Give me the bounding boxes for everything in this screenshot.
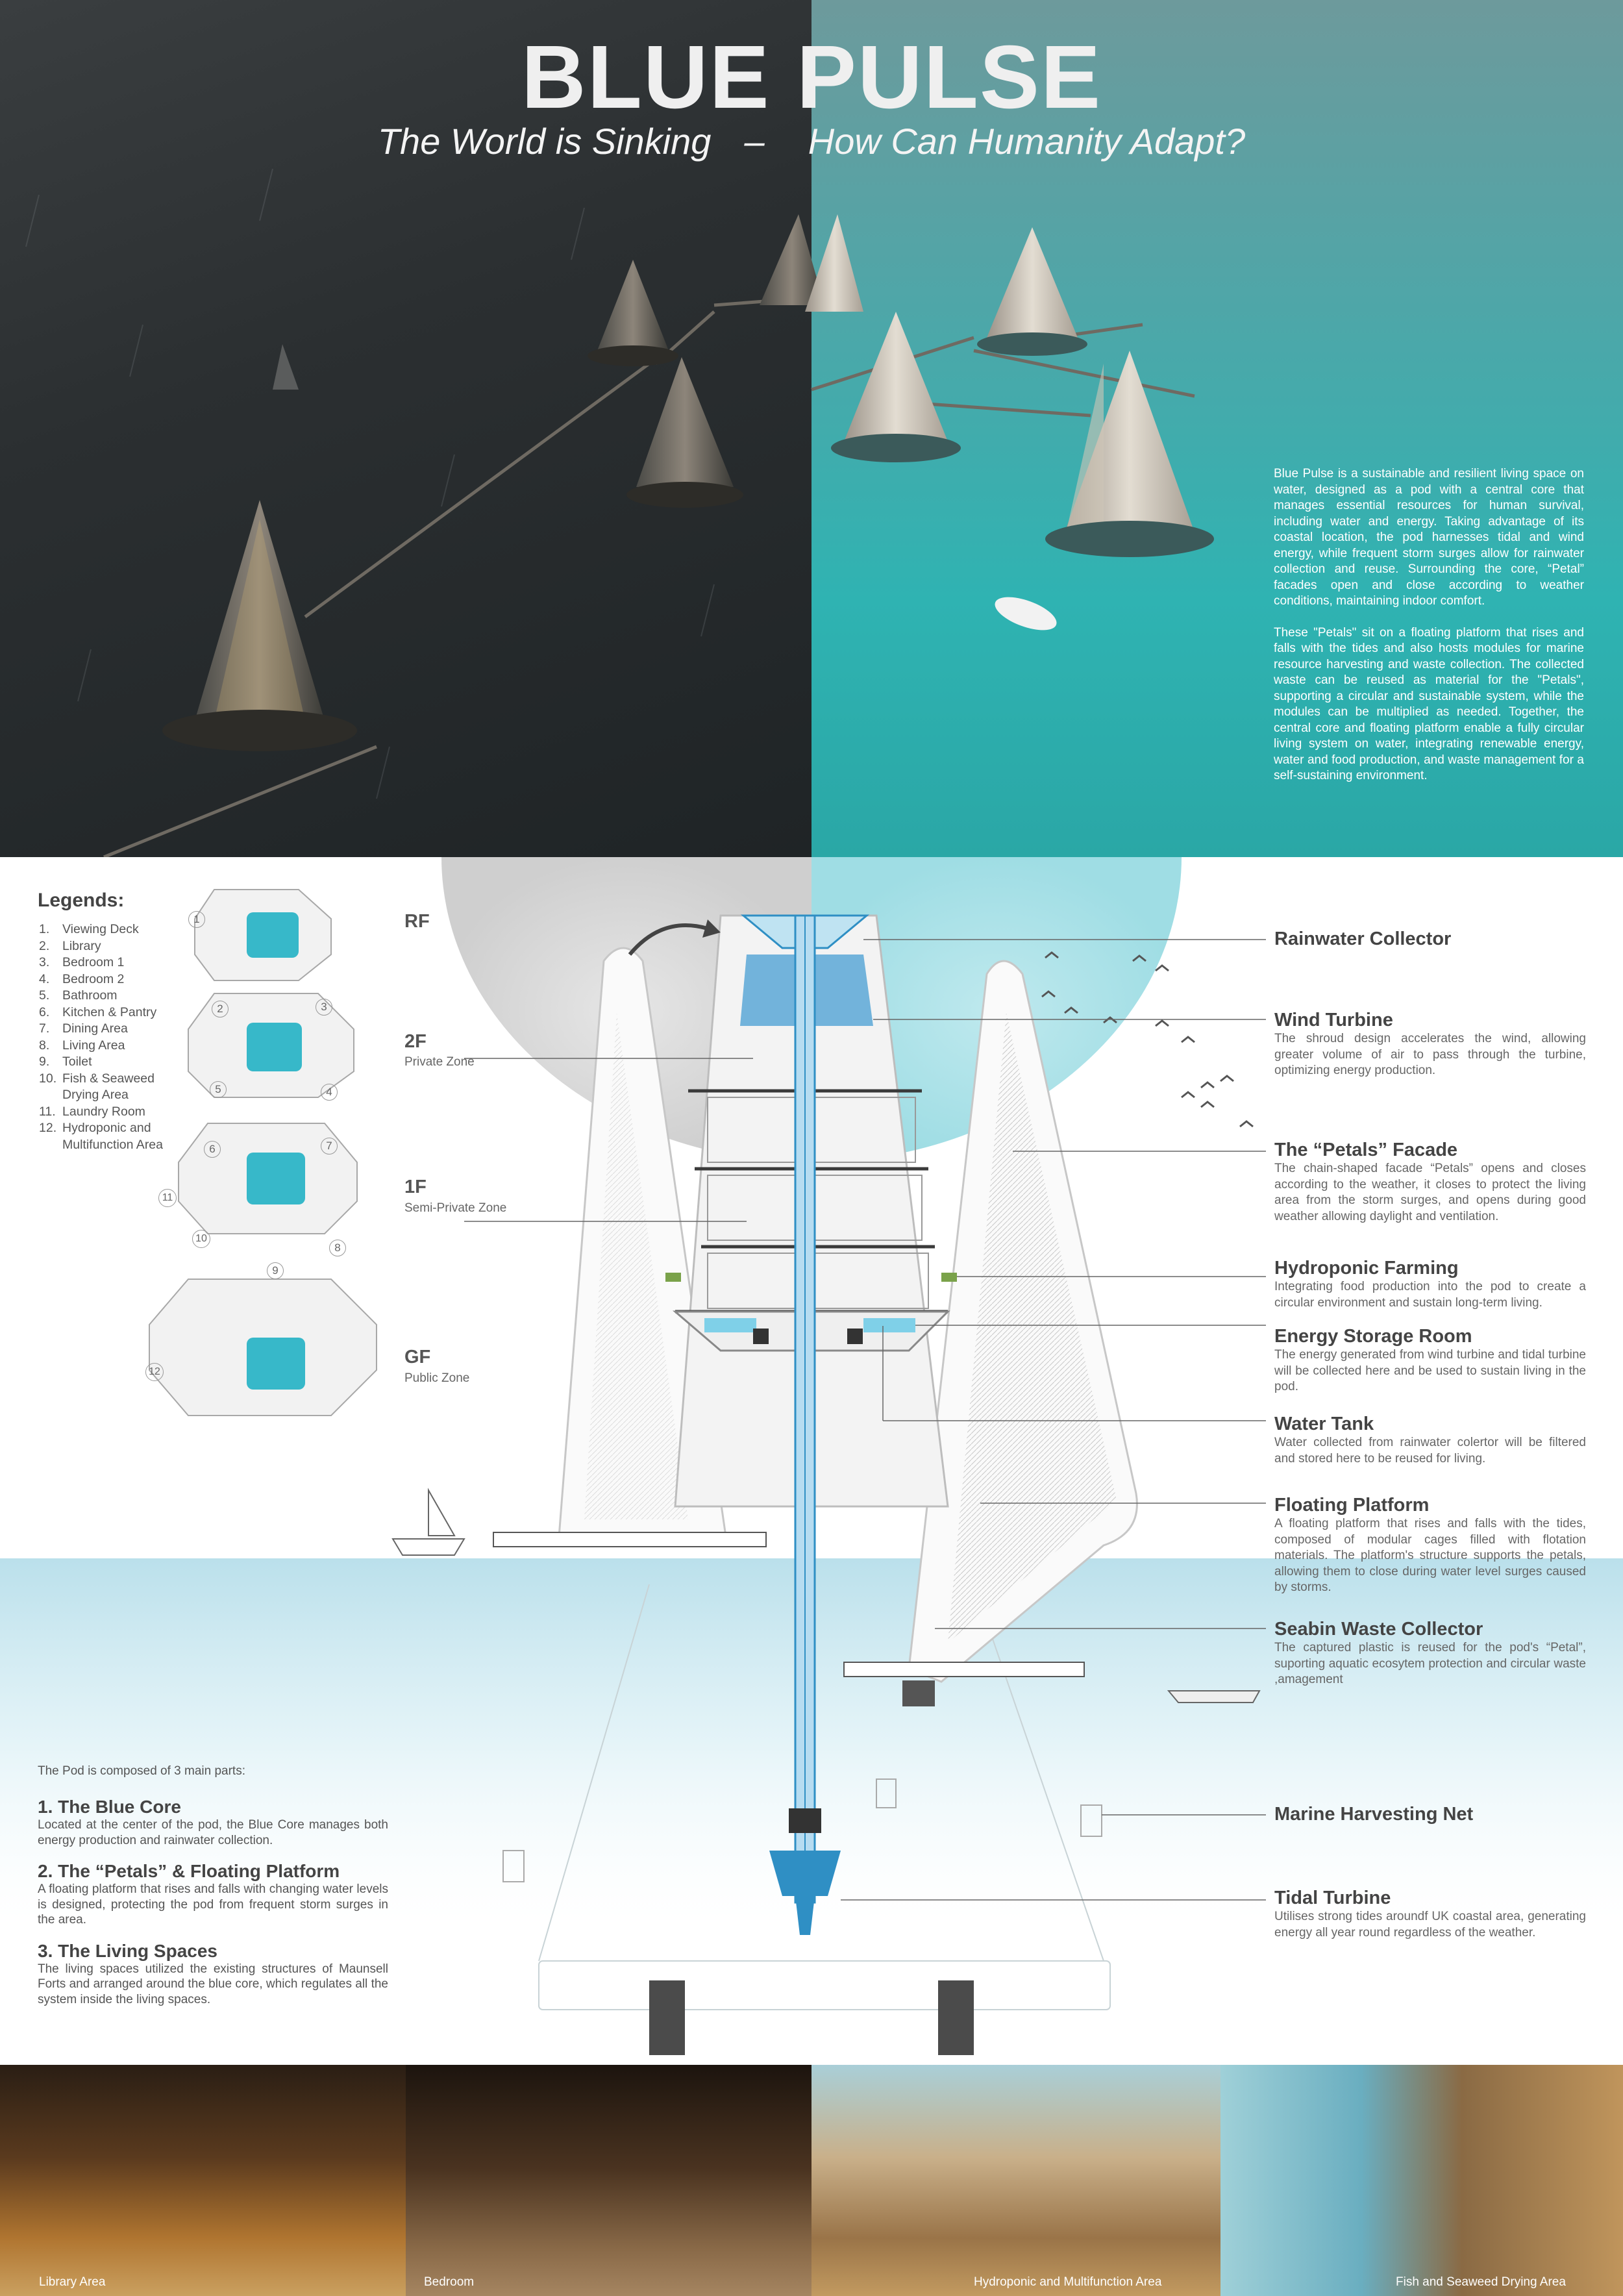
legend-item: 3. Bedroom 1: [39, 955, 125, 969]
legend-title: Legends:: [38, 890, 125, 911]
floor-label-1f: 1F: [404, 1177, 427, 1197]
legend-item: 9. Toilet: [39, 1054, 92, 1069]
subtitle-part2: How Can Humanity Adapt?: [808, 121, 1246, 162]
subtitle-dash: –: [744, 121, 765, 162]
interior-renders: [0, 2065, 1623, 2296]
callout-title: Floating Platform: [1274, 1495, 1430, 1516]
callout-title: Rainwater Collector: [1274, 929, 1452, 949]
plan-marker: 10: [192, 1230, 210, 1248]
turbine-generator: [789, 1808, 821, 1833]
callout-title: Water Tank: [1274, 1414, 1374, 1434]
part-heading: 3. The Living Spaces: [38, 1940, 217, 1961]
render-caption: Bedroom: [424, 2275, 475, 2289]
energy-storage-right: [847, 1329, 863, 1344]
callout-hydroponic-farming: [1274, 1258, 1586, 1311]
callout-floating-platform: [1274, 1495, 1586, 1596]
legend-item: 5. Bathroom: [39, 988, 118, 1003]
water-tank-left: [704, 1318, 756, 1332]
subtitle-part1: The World is Sinking: [377, 121, 712, 162]
callout-title: Energy Storage Room: [1274, 1326, 1472, 1347]
callout-text: Utilises strong tides aroundf UK coastal area, generating energy all year round regardless of the weather.: [1274, 1910, 1586, 1940]
floor-label-gf: GF: [404, 1347, 431, 1367]
callout-text: The energy generated from wind turbine and tidal turbine will be collected here and be used to sustain living in the pod.: [1274, 1348, 1586, 1393]
poster-title: [0, 26, 1623, 129]
render-caption: Library Area: [39, 2275, 106, 2289]
render-caption: Fish and Seaweed Drying Area: [1396, 2275, 1566, 2289]
callout-text: The shroud design accelerates the wind, allowing greater volume of air to pass through the turbine, optimizing energy production.: [1274, 1032, 1586, 1077]
plan-marker: 1: [188, 911, 205, 928]
legend-item: 11. Laundry Room: [39, 1104, 145, 1119]
callout-text: The chain-shaped facade “Petals” opens and closes according to the weather, it closes to protect the living area from the storm surges, and opens during good weather allowing daylight and ventilation.: [1274, 1162, 1586, 1223]
hydroponic-left: [665, 1273, 681, 1282]
callout-title: Marine Harvesting Net: [1274, 1804, 1474, 1825]
legend-item: 6. Kitchen & Pantry: [39, 1004, 157, 1019]
water-tank-right: [863, 1318, 915, 1332]
callout-text: A floating platform that rises and falls with the tides, composed of modular cages filled with flotation materials. The platform's structure supports the petals, allowing them to close during water level surges caused by storms.: [1274, 1517, 1586, 1594]
callout-water-tank: [1274, 1414, 1586, 1467]
floor-zone-2f: Private Zone: [404, 1055, 475, 1069]
poster-subtitle: [0, 120, 1623, 162]
render-bedroom: [406, 2065, 812, 2296]
render-library: [0, 2065, 406, 2296]
intro-text: [1274, 466, 1584, 800]
foundation-right: [938, 1980, 974, 2055]
callout-title: Tidal Turbine: [1274, 1888, 1391, 1908]
pod-parts: [38, 1764, 388, 2007]
legend-item: 4. Bedroom 2: [39, 971, 125, 986]
legend-item: 8. Living Area: [39, 1038, 125, 1053]
floor-zone-1f: Semi-Private Zone: [404, 1201, 507, 1215]
floor-zone-gf: Public Zone: [404, 1371, 470, 1385]
legend-item: 7. Dining Area: [39, 1021, 128, 1036]
callout-wind-turbine: [1274, 1010, 1586, 1079]
intro-paragraph-1: Blue Pulse is a sustainable and resilient living space on water, designed as a pod with a central core that manages essential resources for human survival, including water and energy. Taking advantage of its coastal location, the pod harnesses tidal and wind energy, while frequent storm surges allow for rainwater collection and reuse. Surrounding the core, “Petal” facades open and close according to weather conditions, maintaining indoor comfort.: [1274, 467, 1584, 608]
callout-petals-facade: [1274, 1140, 1586, 1225]
callout-seabin-waste-collector: [1274, 1619, 1586, 1688]
legend-item: 1. Viewing Deck: [39, 922, 139, 936]
plan-marker: 8: [329, 1240, 346, 1256]
motorboat: [1169, 1691, 1259, 1703]
callout-tidal-turbine: [1274, 1888, 1586, 1941]
plan-marker: 6: [204, 1141, 221, 1158]
sailboat: [393, 1539, 464, 1555]
energy-storage-left: [753, 1329, 769, 1344]
title-part-blue: BLUE: [521, 27, 771, 127]
plan-marker: 11: [158, 1189, 177, 1207]
plan-marker: 5: [210, 1081, 227, 1098]
render-hydroponic: [812, 2065, 1220, 2296]
plan-marker: 4: [321, 1084, 338, 1101]
plan-marker: 9: [267, 1262, 284, 1279]
callout-text: The captured plastic is reused for the pod's “Petal”, suporting aquatic ecosytem protection and circular waste ,amagement: [1274, 1641, 1586, 1686]
part-text: Located at the center of the pod, the Blue Core manages both energy production and rainwater collection.: [38, 1818, 388, 1847]
legend-list: [39, 921, 188, 1153]
foundation-left: [649, 1980, 685, 2055]
callout-rainwater-collector: [1274, 929, 1586, 950]
pod-parts-intro: The Pod is composed of 3 main parts:: [38, 1764, 245, 1778]
render-fish-drying: [1220, 2065, 1623, 2296]
callout-title: Wind Turbine: [1274, 1010, 1393, 1030]
floor-label-rf: RF: [404, 911, 430, 932]
callout-title: Hydroponic Farming: [1274, 1258, 1459, 1279]
legend-item: 10. Fish & Seaweed Drying Area: [39, 1071, 155, 1102]
floating-platform-right: [844, 1662, 1084, 1677]
callout-text: Integrating food production into the pod to create a circular environment and sustain long-term living.: [1274, 1280, 1586, 1310]
callout-title: The “Petals” Facade: [1274, 1140, 1458, 1160]
part-heading: 2. The “Petals” & Floating Platform: [38, 1861, 340, 1881]
part-text: The living spaces utilized the existing structures of Maunsell Forts and arranged around the blue core, which regulates all the system inside the living spaces.: [38, 1962, 388, 2006]
floor-label-2f: 2F: [404, 1031, 427, 1052]
seabin: [902, 1680, 935, 1706]
callout-energy-storage-room: [1274, 1326, 1586, 1395]
callout-marine-harvesting-net: [1274, 1804, 1586, 1825]
plan-marker: 3: [316, 999, 332, 1016]
callout-text: Water collected from rainwater colertor will be filtered and stored here to be reused for living.: [1274, 1436, 1586, 1466]
plan-marker: 2: [212, 1001, 229, 1017]
hydroponic-right: [941, 1273, 957, 1282]
part-text: A floating platform that rises and falls with changing water levels is designed, protecting the pod from frequent storm surges in the area.: [38, 1882, 388, 1927]
plan-marker: 12: [145, 1363, 164, 1381]
floating-platform-left: [493, 1532, 766, 1547]
callout-title: Seabin Waste Collector: [1274, 1619, 1483, 1640]
plan-marker: 7: [321, 1138, 338, 1154]
intro-paragraph-2: These "Petals" sit on a floating platform that rises and falls with the tides and also hosts modules for marine resource harvesting and waste collection. The collected waste can be reused as material for the "Petals", supporting a circular and sustainable system, while the modules can be multiplied as needed. Together, the central core and floating platform enable a fully circular living system on water, integrating renewable energy, water and food production, and waste management for a self-sustaining environment.: [1274, 625, 1584, 782]
legend-item: 2. Library: [39, 938, 101, 953]
part-heading: 1. The Blue Core: [38, 1797, 181, 1817]
legend-item: 12. Hydroponic and Multifunction Area: [39, 1121, 164, 1152]
render-caption: Hydroponic and Multifunction Area: [974, 2275, 1162, 2289]
title-part-pulse: PULSE: [796, 27, 1102, 127]
hero-section: [0, 0, 1623, 857]
